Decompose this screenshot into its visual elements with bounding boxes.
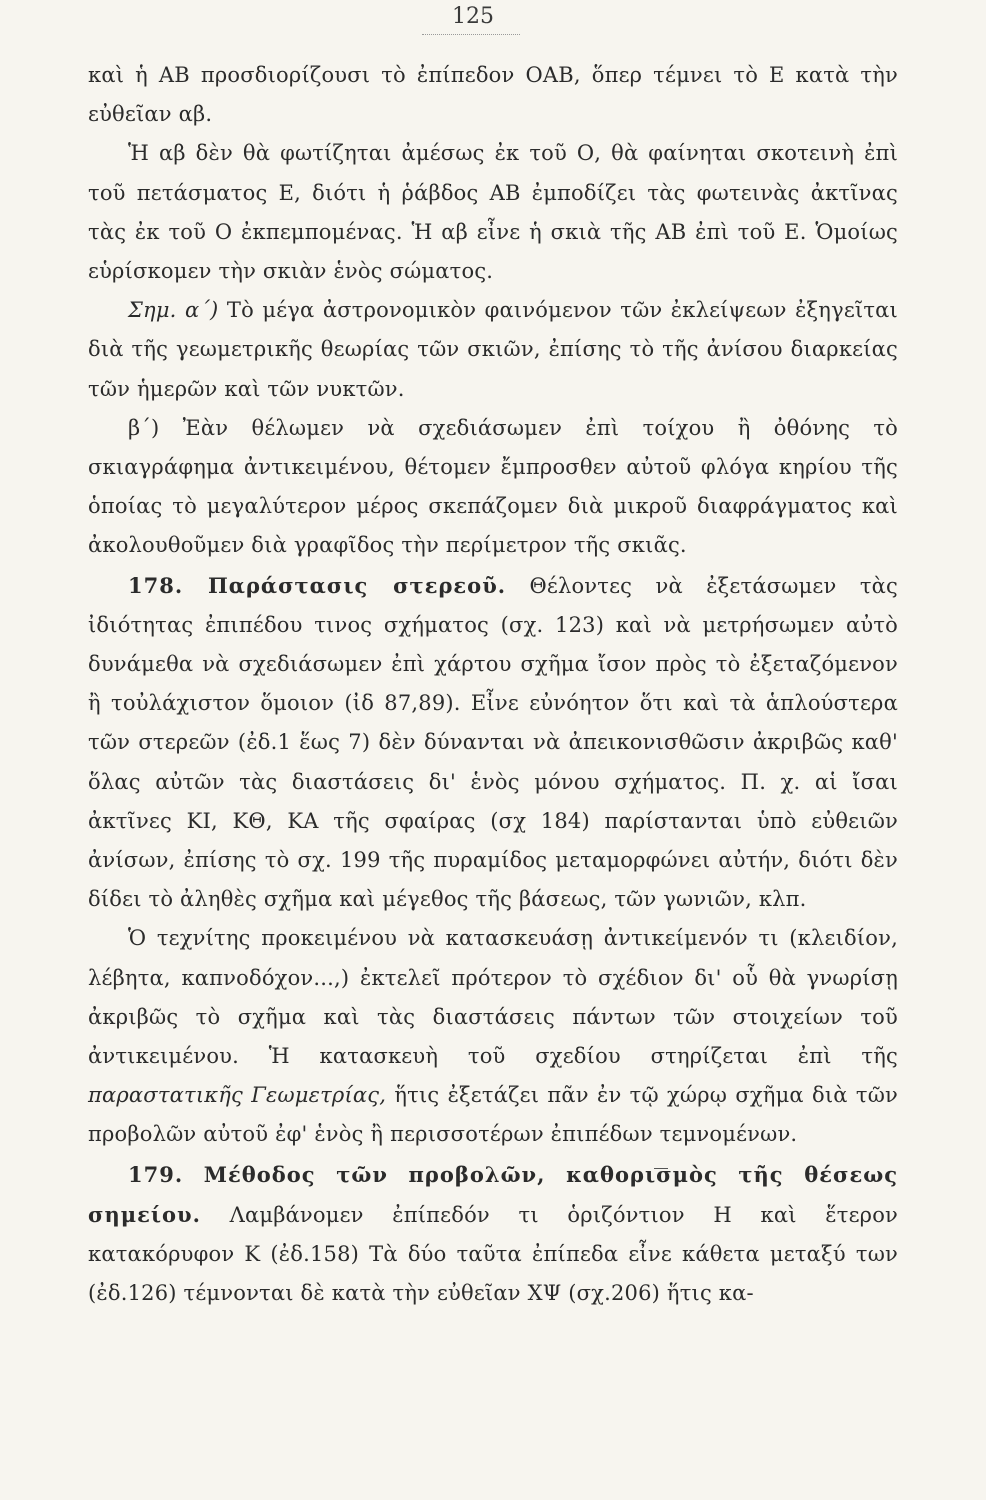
paragraph-text: Θέλοντες νὰ ἐξετάσωμεν τὰς ἰδιότητας ἐπιπέδου τινος σχήματος (σχ. 123) καὶ νὰ μετρήσωμεν αὐτὸ δυνάμεθα νὰ σχεδιάσωμεν ἐπὶ χάρτου σχῆμα ἴσον πρὸς τὸ ἐξεταζόμενον ἢ τοὐλάχιστον ὅμοιον (ἰδ 87,89). Εἶνε εὐνόητον ὅτι καὶ τὰ ἁπλούστερα τῶν στερεῶν (ἐδ.1 ἕως 7) δὲν δύνανται νὰ ἀπεικονισθῶσιν ἀκριβῶς καθ' ὅλας αὐτῶν τὰς διαστάσεις δι' ἑνὸς μόνου σχήματος. Π. χ. αἱ ἴσαι ἀκτῖνες ΚΙ, ΚΘ, ΚΑ τῆς σφαίρας (σχ 184) παρίστανται ὑπὸ εὐθειῶν ἀνίσων, ἐπίσης τὸ σχ. 199 τῆς πυραμίδος μεταμορφώνει αὐτήν, διότι δὲν δίδει τὸ ἀληθὲς σχῆμα καὶ μέγεθος τῆς βάσεως, τῶν γωνιῶν, κλπ. (88, 573, 898, 912)
paragraph-section-179 (88, 1155, 898, 1314)
paragraph-text: Τὸ μέγα ἀστρονομικὸν φαινόμενον τῶν ἐκλείψεων ἐξηγεῖται διὰ τῆς γεωμετρικῆς θεωρίας τῶν σκιῶν, ἐπίσης τὸ τῆς ἀνίσου διαρκείας τῶν ἡμερῶν καὶ τῶν νυκτῶν. (88, 298, 898, 401)
paragraph-text: Ὁ τεχνίτης προκειμένου νὰ κατασκευάσῃ ἀντικείμενόν τι (κλειδίον, λέβητα, καπνοδόχον...,) ἐκτελεῖ πρότερον τὸ σχέδιον δι' οὗ θὰ γνωρίσῃ ἀκριβῶς τὸ σχῆμα καὶ τὰς διαστάσεις πάντων τῶν στοιχείων τοῦ ἀντικειμένου. Ἡ κατασκευὴ τοῦ σχεδίου στηρίζεται ἐπὶ τῆς (88, 926, 898, 1069)
stray-dash-mark (654, 1168, 668, 1169)
paragraph (88, 919, 898, 1154)
paragraph-text: β΄) Ἐὰν θέλωμεν νὰ σχεδιάσωμεν ἐπὶ τοίχου ἢ ὀθόνης τὸ σκιαγράφημα ἀντικειμένου, θέτομεν ἔμπροσθεν αὐτοῦ φλόγα κηρίου τῆς ὁποίας τὸ μεγαλύτερον μέρος σκεπάζομεν διὰ μικροῦ διαφράγματος καὶ ἀκολουθοῦμεν διὰ γραφῖδος τὴν περίμετρον τῆς σκιᾶς. (88, 415, 898, 558)
header-rule (422, 34, 520, 35)
section-heading: 179. Μέθοδος τῶν προβολῶν, καθορισμὸς τῆς θέσεως σημείου. (88, 1161, 898, 1227)
note-label: Σημ. α΄) (128, 298, 219, 323)
body-text (88, 56, 898, 1314)
italic-term: παραστατικῆς Γεωμετρίας, (88, 1083, 387, 1108)
paragraph-text: Λαμβάνομεν ἐπίπεδόν τι ὁριζόντιον Η καὶ ἕτερον κατακόρυφον Κ (ἐδ.158) Τὰ δύο ταῦτα ἐπίπεδα εἶνε κάθετα μεταξύ των (ἐδ.126) τέμνονται δὲ κατὰ τὴν εὐθεῖαν ΧΨ (σχ.206) ἥτις κα- (88, 1202, 898, 1306)
paragraph (88, 134, 898, 291)
section-heading: 178. Παράστασις στερεοῦ. (128, 572, 507, 598)
paragraph-section-178 (88, 566, 898, 920)
paragraph (88, 56, 898, 134)
paragraph-note (88, 291, 898, 409)
paragraph-text: καὶ ἡ ΑΒ προσδιορίζουσι τὸ ἐπίπεδον ΟΑΒ, ὅπερ τέμνει τὸ Ε κατὰ τὴν εὐθεῖαν αβ. (88, 63, 898, 127)
paragraph (88, 409, 898, 566)
paragraph-text-after: ἥτις ἐξετάζει πᾶν ἐν τῷ χώρῳ σχῆμα διὰ τῶν προβολῶν αὐτοῦ ἐφ' ἑνὸς ἢ περισσοτέρων ἐπιπέδων τεμνομένων. (88, 1083, 899, 1147)
paragraph-text: Ἡ αβ δὲν θὰ φωτίζηται ἀμέσως ἐκ τοῦ Ο, θὰ φαίνηται σκοτεινὴ ἐπὶ τοῦ πετάσματος Ε, διότι ἡ ῥάβδος ΑΒ ἐμποδίζει τὰς φωτεινὰς ἀκτῖνας τὰς ἐκ τοῦ Ο ἐκπεμπομένας. Ἡ αβ εἶνε ἡ σκιὰ τῆς ΑΒ ἐπὶ τοῦ Ε. Ὁμοίως εὑρίσκομεν τὴν σκιὰν ἑνὸς σώματος. (88, 141, 898, 284)
page-number: 125 (452, 4, 494, 29)
